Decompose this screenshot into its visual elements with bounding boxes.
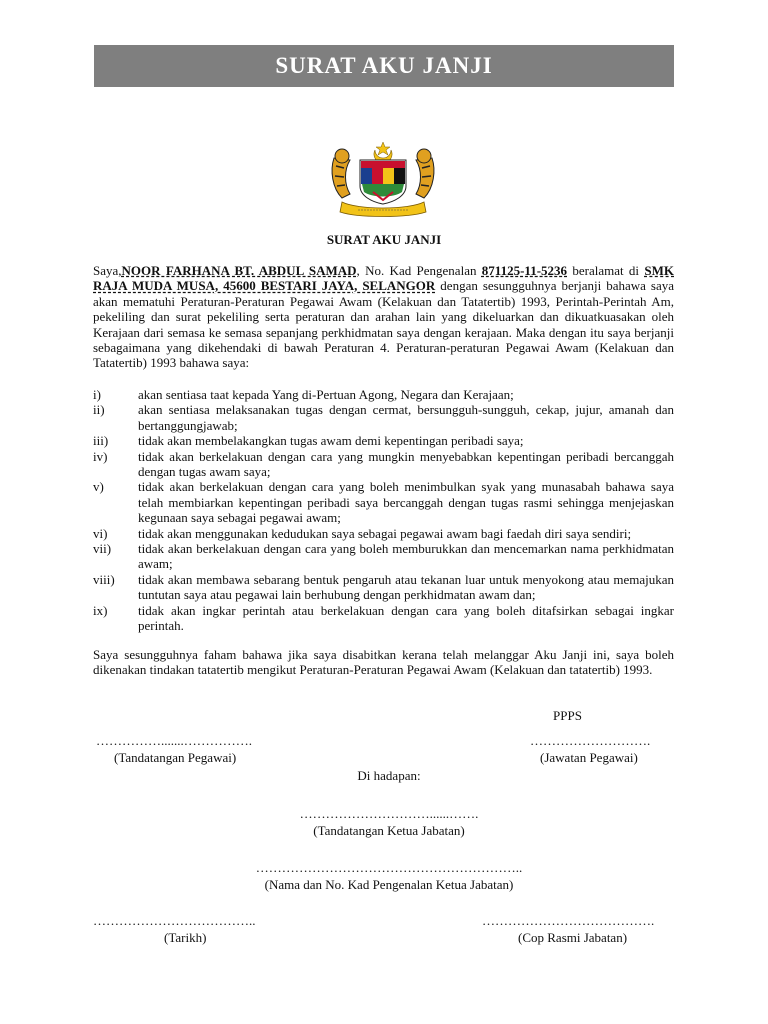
item-text: akan sentiasa melaksanakan tugas dengan cermat, bersungguh-sungguh, cekap, jujur, amanah dan bertanggungjawab; [138,402,674,433]
item-text: tidak akan membelakangkan tugas awam demi kepentingan peribadi saya; [138,433,524,449]
list-item [93,572,674,603]
banner-title: SURAT AKU JANJI [275,53,493,78]
jawatan-line: ………………………. [530,733,651,748]
stamp-line: …………………………………. [482,913,655,928]
opening-body: dengan sesungguhnya berjanji bahawa saya akan mematuhi Peraturan-Peraturan Pegawai Awam (Kelakuan dan Tatatertib) 1993, Perintah-Perintah Am, pekeliling dan surat pekeliling serta peraturan dan arahan lain yang dikeluarkan dan dikuatkuasakan oleh Kerajaan dari semasa ke semasa sepanjang perkhidmatan saya dengan kerajaan. Maka dengan itu saya berjanji sebagaimana yang dikehendaki di bawah Peraturan 4. Peraturan-peraturan Pegawai Awam (Kelakuan dan Tatatertib) 1993 bahawa saya: [93,278,674,371]
list-item [93,387,674,402]
list-item [93,402,674,433]
coat-of-arms-icon [328,140,438,218]
di-hadapan-label: Di hadapan: [357,768,421,783]
pegawai-signature-line: …………….......……………. [96,733,252,748]
ketua-name-line: …………………………………………………….. [255,860,523,875]
list-item [93,541,674,572]
list-item [93,603,674,634]
item-number: ii) [93,402,105,418]
item-number: v) [93,479,104,495]
item-text: tidak akan ingkar perintah atau berkelakuan dengan cara yang boleh ditafsirkan sebagai ingkar perintah. [138,602,674,634]
item-text: tidak akan berkelakuan dengan cara yang boleh menimbulkan syak yang munasabah bahawa saya telah membiarkan kepentingan peribadi saya bercanggah dengan tugas rasmi sehingga menjejaskan kegunaan saya sebagai pegawai awam; [138,479,674,526]
item-text: tidak akan berkelakuan dengan cara yang mungkin menyebabkan kepentingan peribadi bercanggah dengan tugas awam saya; [138,448,674,480]
closing-paragraph: Saya sesungguhnya faham bahawa jika saya disabitkan kerana telah melanggar Aku Janji ini, saya boleh dikenakan tindakan tatatertib mengikut Peraturan-Peraturan Pegawai Awam (Kelakuan dan tatatertib) 1993. [93,647,674,678]
item-text: tidak akan menggunakan kedudukan saya sebagai pegawai awam bagi faedah diri saya sendiri; [138,525,632,541]
item-number: vi) [93,525,108,541]
item-number: i) [93,387,101,402]
item-number: ix) [93,602,108,618]
officer-name: NOOR FARHANA BT. ABDUL SAMAD [121,263,357,278]
pegawai-signature-label: (Tandatangan Pegawai) [114,750,237,765]
ketua-name-label: (Nama dan No. Kad Pengenalan Ketua Jabatan) [264,877,514,892]
list-item [93,526,674,541]
jawatan-value: PPPS [553,708,582,723]
item-number: viii) [93,571,115,587]
item-number: vii) [93,541,112,557]
date-line: ……………………………….. [93,913,256,928]
jawatan-label: (Jawatan Pegawai) [540,750,638,765]
item-text: akan sentiasa taat kepada Yang di-Pertuan Agong, Negara dan Kerajaan; [138,387,514,402]
item-text: tidak akan berkelakuan dengan cara yang boleh memburukkan dan mencemarkan nama perkhidmatan awam; [138,541,674,572]
header-banner [94,45,674,87]
item-number: iv) [93,448,108,464]
list-item [93,433,674,448]
opening-paragraph [93,263,674,371]
ketua-signature-line: …………………………......……. [299,806,479,821]
pledge-list [93,387,674,634]
opening-saya: Saya, [93,263,122,278]
ic-number: 871125-11-5236 [481,263,568,278]
item-text: tidak akan membawa sebarang bentuk pengaruh atau tekanan luar untuk menyokong atau memajukan tuntutan saya atau pegawai lain berhubung dengan perkhidmatan awam dan; [138,571,674,603]
opening-text-1: , No. Kad Pengenalan [356,263,482,278]
list-item [93,449,674,480]
stamp-label: (Cop Rasmi Jabatan) [518,930,628,945]
list-item [93,479,674,525]
opening-text-2: beralamat di [567,263,645,278]
ketua-signature-label: (Tandatangan Ketua Jabatan) [313,823,465,838]
officer-address: SMK RAJA MUDA MUSA, 45600 BESTARI JAYA, SELANGOR [93,263,674,294]
item-number: iii) [93,433,109,449]
date-label: (Tarikh) [164,930,207,945]
document-title: SURAT AKU JANJI [326,232,442,247]
